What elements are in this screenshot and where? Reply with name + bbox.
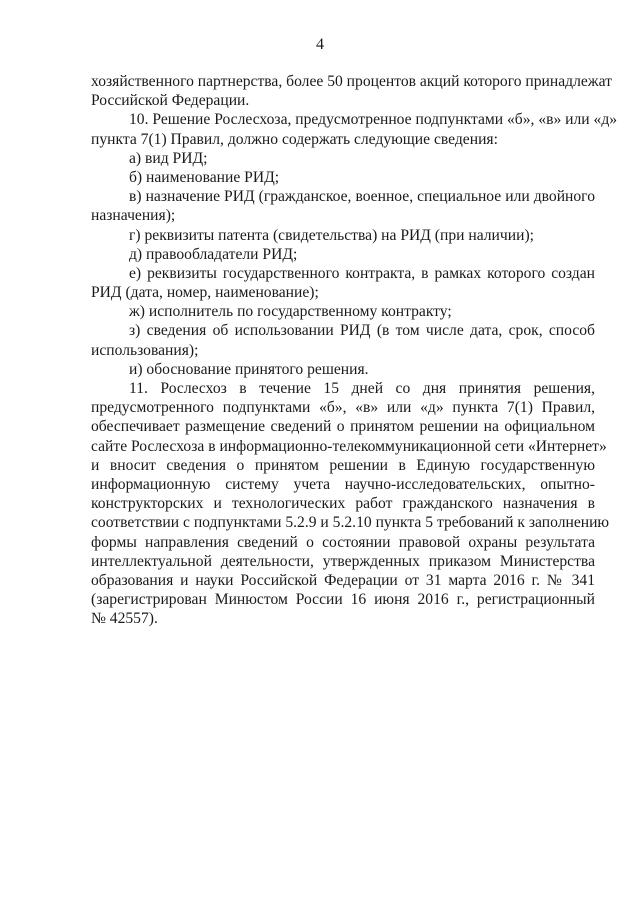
text-line: назначения); (91, 207, 176, 225)
text-line: хозяйственного партнерства, более 50 процентов акций которого принадлежат (91, 73, 612, 90)
text-line: (зарегистрирован Минюстом России 16 июня 2016 г., регистрационный (91, 591, 595, 609)
text-line: а) вид РИД; (129, 149, 208, 167)
text-line: образования и науки Российской Федерации от 31 марта 2016 г. № 341 (91, 571, 595, 589)
text-line: г) реквизиты патента (свидетельства) на РИД (при наличии); (129, 226, 534, 244)
text-line: ж) исполнитель по государственному контракту; (129, 303, 452, 321)
text-line: з) сведения об использовании РИД (в том числе дата, срок, способ (129, 322, 595, 340)
text-line: № 42557). (91, 610, 158, 628)
text-line: РИД (дата, номер, наименование); (91, 284, 319, 302)
text-line: предусмотренного подпунктами «б», «в» или «д» пункта 7(1) Правил, (91, 399, 595, 417)
text-line: е) реквизиты государственного контракта, в рамках которого создан (129, 264, 595, 282)
text-line: 10. Решение Рослесхоза, предусмотренное подпунктами «б», «в» или «д» (129, 111, 618, 129)
text-line: и) обоснование принятого решения. (129, 360, 369, 378)
text-line: использования); (91, 341, 199, 359)
text-line: в) назначение РИД (гражданское, военное, специальное или двойного (129, 188, 595, 206)
document-body (91, 72, 618, 628)
text-line: и вносит сведения о принятом решении в Единую государственную (91, 456, 595, 474)
text-line: обеспечивает размещение сведений о принятом решении на официальном (91, 418, 595, 436)
text-line: соответствии с подпунктами 5.2.9 и 5.2.10 пункта 5 требований к заполнению (91, 514, 610, 532)
text-line: сайте Рослесхоза в информационно-телекоммуникационной сети «Интернет» (91, 437, 607, 455)
text-line: Российской Федерации. (91, 92, 250, 110)
text-line: б) наименование РИД; (129, 168, 280, 186)
text-line: конструкторских и технологических работ гражданского назначения в (91, 495, 595, 513)
text-line: д) правообладатели РИД; (129, 245, 298, 263)
text-line: интеллектуальной деятельности, утвержденных приказом Министерства (91, 552, 595, 570)
page-number: 4 (316, 36, 324, 53)
text-line: информационную систему учета научно-исследовательских, опытно- (91, 475, 595, 493)
text-line: 11. Рослесхоз в течение 15 дней со дня принятия решения, (129, 380, 595, 397)
text-line: формы направления сведений о состоянии правовой охраны результата (91, 533, 595, 551)
text-line: пункта 7(1) Правил, должно содержать следующие сведения: (91, 130, 498, 148)
